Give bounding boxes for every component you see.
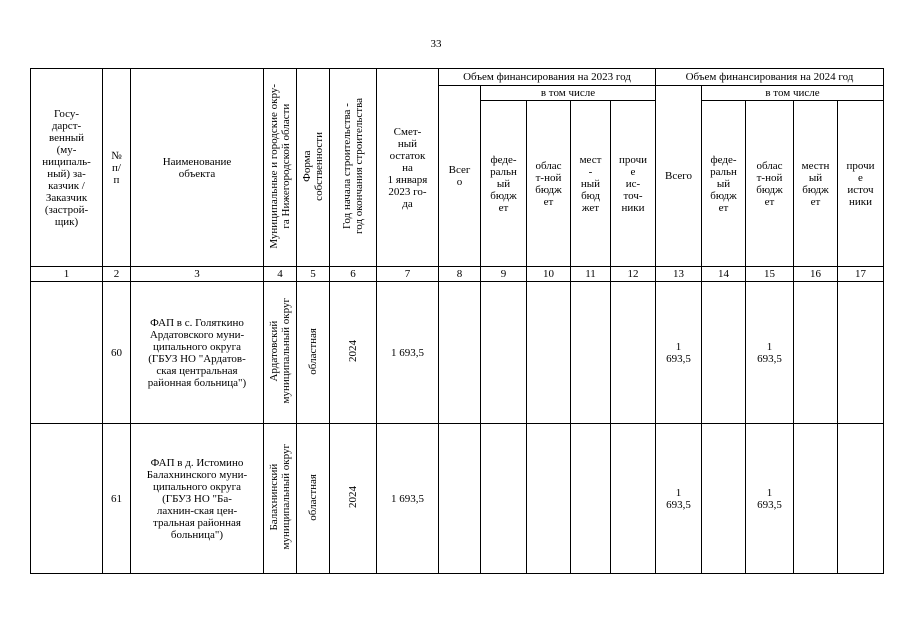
column-number: 10 [527,267,571,282]
header-local-2023: мест - ный бюд жет [571,101,611,267]
column-number: 14 [702,267,746,282]
column-number: 7 [377,267,439,282]
row-years: 2024 [330,282,377,424]
column-number: 17 [838,267,884,282]
row-federal-2023 [481,424,527,574]
column-number: 9 [481,267,527,282]
row-federal-2024 [702,424,746,574]
row-local-2024 [794,424,838,574]
header-years: Год начала строительства - год окончания строительства [330,69,377,267]
row-total-2023 [439,424,481,574]
column-number: 3 [131,267,264,282]
row-municipality: Ардатовский муниципальный округ [264,282,297,424]
header-regional-2024: облас т-ной бюдж ет [746,101,794,267]
row-remainder: 1 693,5 [377,424,439,574]
row-other-2023 [611,282,656,424]
header-customer: Госу- дарст- венный (му- ниципаль- ный) за- казчик / Заказчик (застрой- щик) [31,69,103,267]
column-number: 1 [31,267,103,282]
row-federal-2023 [481,282,527,424]
header-remainder: Смет- ный остаток на 1 января 2023 го- да [377,69,439,267]
row-object-name: ФАП в д. Истомино Балахнинского муни- ципального округа (ГБУЗ НО "Ба- лахнин-ская цен- тральная районная больница") [131,424,264,574]
column-number: 2 [103,267,131,282]
row-regional-2024: 1 693,5 [746,282,794,424]
header-fin-2023: Объем финансирования на 2023 год [439,69,656,86]
header-federal-2023: феде- ральн ый бюдж ет [481,101,527,267]
header-including-2023: в том числе [481,86,656,101]
row-object-name: ФАП в с. Голяткино Ардатовского муни- ципального округа (ГБУЗ НО "Ардатов- ская центральная районная больница") [131,282,264,424]
column-number: 15 [746,267,794,282]
row-ownership: областная [297,282,330,424]
row-federal-2024 [702,282,746,424]
row-customer [31,282,103,424]
header-other-2024: прочи е источ ники [838,101,884,267]
row-ownership: областная [297,424,330,574]
header-total-2023: Всег о [439,86,481,267]
row-total-2024: 1 693,5 [656,424,702,574]
page-number: 33 [430,38,442,50]
row-regional-2024: 1 693,5 [746,424,794,574]
row-local-2023 [571,282,611,424]
column-number: 8 [439,267,481,282]
row-total-2024: 1 693,5 [656,282,702,424]
row-total-2023 [439,282,481,424]
row-customer [31,424,103,574]
header-fin-2024: Объем финансирования на 2024 год [656,69,884,86]
header-local-2024: местн ый бюдж ет [794,101,838,267]
row-number: 60 [103,282,131,424]
financing-table [30,68,884,574]
header-federal-2024: феде- ральн ый бюдж ет [702,101,746,267]
column-number: 6 [330,267,377,282]
header-ownership: Форма собственности [297,69,330,267]
column-number: 4 [264,267,297,282]
row-remainder: 1 693,5 [377,282,439,424]
column-number: 11 [571,267,611,282]
header-name: Наименование объекта [131,69,264,267]
row-local-2023 [571,424,611,574]
table-row [31,424,884,574]
header-other-2023: прочи е ис- точ- ники [611,101,656,267]
header-total-2024: Всего [656,86,702,267]
column-number: 12 [611,267,656,282]
row-other-2024 [838,282,884,424]
row-regional-2023 [527,424,571,574]
row-other-2023 [611,424,656,574]
header-regional-2023: облас т-ной бюдж ет [527,101,571,267]
row-local-2024 [794,282,838,424]
column-number: 13 [656,267,702,282]
row-regional-2023 [527,282,571,424]
column-number: 16 [794,267,838,282]
header-including-2024: в том числе [702,86,884,101]
row-other-2024 [838,424,884,574]
header-num: № п/ п [103,69,131,267]
row-years: 2024 [330,424,377,574]
column-number-row [31,267,884,282]
row-municipality: Балахнинский муниципальный округ [264,424,297,574]
column-number: 5 [297,267,330,282]
row-number: 61 [103,424,131,574]
header-municipality: Муниципальные и городские окру- га Нижегородской области [264,69,297,267]
table-row [31,282,884,424]
